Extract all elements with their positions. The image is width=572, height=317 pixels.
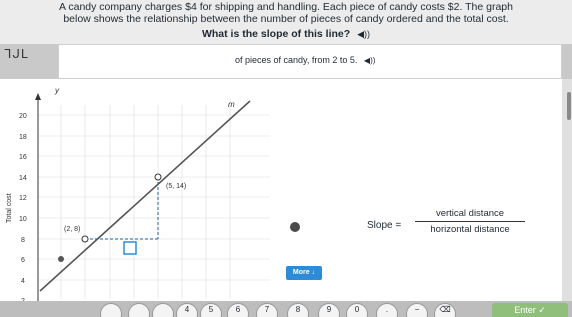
hint-speaker-icon[interactable]: ◀)) <box>363 56 376 65</box>
point-label: (5, 14) <box>166 183 187 190</box>
lower-point-marker <box>58 256 64 262</box>
question-prompt-text: What is the slope of this line? <box>201 28 351 40</box>
y-axis-title: Total cost <box>6 193 13 223</box>
keypad-key-0[interactable]: 0 <box>346 303 368 317</box>
slope-formula <box>285 205 535 245</box>
slope-numerator: vertical distance <box>415 208 525 222</box>
point-label: (2, 8) <box>64 226 81 233</box>
y-tick-label: 8 <box>21 237 25 244</box>
y-tick-label: 12 <box>19 195 27 202</box>
side-glyph: ᒣᒍᒪ <box>4 47 29 61</box>
keypad <box>0 301 572 317</box>
keypad-key-minus[interactable]: − <box>406 303 428 317</box>
scrollbar-thumb[interactable] <box>567 92 571 120</box>
y-tick-label: 16 <box>19 154 27 161</box>
keypad-key-4[interactable]: 4 <box>176 303 198 317</box>
question-text-line-1: A candy company charges $4 for shipping and handling. Each piece of candy costs $2. The graph <box>59 1 513 13</box>
question-text-line-2: below shows the relationship between the number of pieces of candy ordered and the total cost. <box>63 13 509 25</box>
lightbulb-icon[interactable] <box>290 222 300 232</box>
slope-denominator: horizontal distance <box>430 224 510 235</box>
keypad-key-decimal[interactable]: . <box>376 303 398 317</box>
cost-line <box>40 101 250 291</box>
keypad-key-6[interactable]: 6 <box>227 303 249 317</box>
backspace-icon[interactable]: ⌫ <box>434 303 456 317</box>
slope-label: Slope = <box>367 220 402 231</box>
enter-button[interactable]: Enter ✓ <box>492 303 568 317</box>
y-tick-label: 18 <box>19 134 27 141</box>
y-axis-arrow <box>35 93 41 100</box>
hint-box <box>58 44 562 79</box>
y-tick-label: 10 <box>19 216 27 223</box>
question-panel <box>0 0 572 44</box>
speaker-icon[interactable]: ◀)) <box>357 29 371 39</box>
keypad-key-8[interactable]: 8 <box>287 303 309 317</box>
more-button[interactable]: More ↓ <box>286 266 322 280</box>
point-5-14[interactable] <box>155 174 161 180</box>
slope-fraction <box>415 208 525 235</box>
line-label: m <box>228 100 235 109</box>
run-answer-box[interactable] <box>124 242 136 254</box>
hint-text: of pieces of candy, from 2 to 5. <box>235 55 358 65</box>
keypad-key-5[interactable]: 5 <box>200 303 222 317</box>
cost-graph <box>0 79 290 317</box>
point-2-8[interactable] <box>82 236 88 242</box>
keypad-key-9[interactable]: 9 <box>318 303 340 317</box>
question-prompt <box>0 28 572 40</box>
y-axis-letter: y <box>55 86 59 95</box>
y-tick-label: 20 <box>19 113 27 120</box>
keypad-key-7[interactable]: 7 <box>256 303 278 317</box>
y-tick-label: 6 <box>21 257 25 264</box>
y-tick-label: 4 <box>21 278 25 285</box>
y-tick-label: 14 <box>19 175 27 182</box>
